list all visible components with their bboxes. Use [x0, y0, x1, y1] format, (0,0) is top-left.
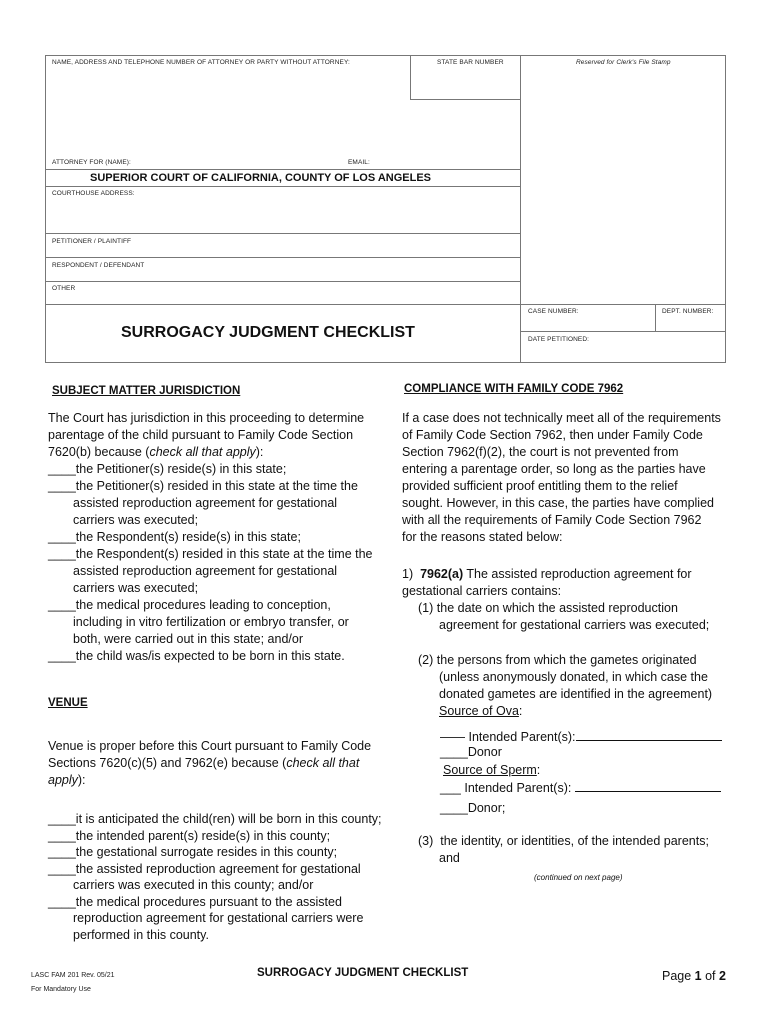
sub-item-2-line: (2) the persons from which the gametes originated — [418, 653, 697, 667]
jurisdiction-item-cont: assisted reproduction agreement for gestational — [73, 496, 338, 510]
mandatory-use: For Mandatory Use — [31, 986, 91, 993]
compliance-intro-line: entering a parentage order, so long as the parties have — [402, 462, 706, 476]
compliance-heading: COMPLIANCE WITH FAMILY CODE 7962 — [404, 383, 624, 395]
jurisdiction-intro-line: The Court has jurisdiction in this proceeding to determine — [48, 411, 365, 425]
sub-item-2-line: donated gametes are identified in the agreement) — [439, 687, 713, 701]
clerk-stamp-label: Reserved for Clerk's File Stamp — [576, 59, 671, 66]
venue-items — [48, 811, 398, 943]
compliance-intro — [402, 410, 747, 546]
venue-item-cont: carriers was executed in this county; and/or — [73, 878, 314, 892]
courthouse-address-label: COURTHOUSE ADDRESS: — [52, 190, 135, 197]
ova-donor-row: ____Donor — [440, 745, 502, 759]
case-number-label: CASE NUMBER: — [528, 308, 579, 315]
jurisdiction-item-cont: assisted reproduction agreement for gestational — [73, 564, 338, 578]
ova-intended-parent-row: —— Intended Parent(s): — [440, 729, 740, 746]
compliance-intro-line: provided sufficient proof entitling them to the relief — [402, 479, 678, 493]
sperm-options — [440, 780, 740, 817]
date-petitioned-label: DATE PETITIONED: — [528, 336, 590, 343]
compliance-intro-line: If a case does not technically meet all of the requirements — [402, 411, 721, 425]
venue-item: ____it is anticipated the child(ren) will be born in this county; — [48, 812, 382, 826]
sperm-intended-parent-row: ___ Intended Parent(s): — [440, 780, 740, 797]
jurisdiction-item-cont: carriers was executed; — [73, 581, 199, 595]
venue-item-cont: reproduction agreement for gestational carriers were — [73, 911, 364, 925]
page-number: Page 1 of 2 — [662, 969, 726, 983]
item-1 — [402, 566, 747, 600]
venue-intro-line: apply): — [48, 773, 86, 787]
respondent-label: RESPONDENT / DEFENDANT — [52, 262, 145, 269]
sub-item-1 — [418, 600, 748, 634]
compliance-intro-line: sought. However, in this case, the parties have complied — [402, 496, 714, 510]
sub-item-3-line: and — [439, 851, 460, 865]
compliance-intro-line: for the reasons stated below: — [402, 530, 563, 544]
sub-item-2-line: (unless anonymously donated, in which case the — [439, 670, 708, 684]
jurisdiction-intro-line: parentage of the child pursuant to Family Code Section — [48, 428, 354, 442]
jurisdiction-item: ____the medical procedures leading to conception, — [48, 598, 331, 612]
jurisdiction-item-cont: both, were carried out in this state; and/or — [73, 632, 303, 646]
sub-item-3 — [418, 833, 758, 867]
compliance-intro-line: Section 7962(f)(2), the court is not prevented from — [402, 445, 679, 459]
attorney-label: NAME, ADDRESS AND TELEPHONE NUMBER OF ATTORNEY OR PARTY WITHOUT ATTORNEY: — [52, 59, 350, 66]
dept-number-label: DEPT. NUMBER: — [662, 308, 714, 315]
court-name: SUPERIOR COURT OF CALIFORNIA, COUNTY OF LOS ANGELES — [90, 172, 432, 184]
jurisdiction-item: ____the Respondent(s) reside(s) in this state; — [48, 530, 301, 544]
compliance-intro-line: with all the requirements of Family Code Section 7962 — [402, 513, 702, 527]
jurisdiction-item: ____the child was/is expected to be born in this state. — [48, 649, 345, 663]
continued-note: (continued on next page) — [534, 873, 623, 882]
jurisdiction-item-cont: including in vitro fertilization or embryo transfer, or — [73, 615, 349, 629]
venue-item: ____the assisted reproduction agreement for gestational — [48, 861, 361, 876]
sperm-label: Source of Sperm: — [443, 763, 541, 777]
footer-title: SURROGACY JUDGMENT CHECKLIST — [257, 967, 469, 979]
ova-intended-parent-blank[interactable] — [576, 729, 722, 741]
sub-item-1-line: agreement for gestational carriers was executed; — [439, 618, 710, 632]
email-label: EMAIL: — [348, 159, 370, 166]
venue-item: ____the medical procedures pursuant to the assisted — [48, 894, 342, 909]
attorney-for-label: ATTORNEY FOR (NAME): — [52, 159, 131, 166]
jurisdiction-item: ____the Petitioner(s) resided in this state at the time the — [48, 479, 358, 493]
venue-intro — [48, 738, 393, 789]
venue-intro-line: Sections 7620(c)(5) and 7962(e) because (check all that — [48, 756, 360, 770]
venue-intro-line: Venue is proper before this Court pursuant to Family Code — [48, 739, 372, 753]
jurisdiction-item: ____the Respondent(s) resided in this state at the time the — [48, 547, 373, 561]
state-bar-label: STATE BAR NUMBER — [437, 59, 504, 66]
sperm-intended-parent-blank[interactable] — [575, 780, 721, 792]
venue-item: ____the gestational surrogate resides in this county; — [48, 845, 338, 859]
sub-item-1-line: (1) the date on which the assisted reproduction — [418, 601, 678, 615]
venue-item: ____the intended parent(s) reside(s) in this county; — [48, 828, 331, 843]
subject-matter-heading: SUBJECT MATTER JURISDICTION — [52, 385, 241, 397]
item-1-line: 1) 7962(a) The assisted reproduction agreement for — [402, 567, 692, 581]
jurisdiction-intro-line: 7620(b) because (check all that apply): — [48, 445, 264, 459]
form-id: LASC FAM 201 Rev. 05/21 — [31, 972, 115, 979]
sperm-donor-row: ____Donor; — [440, 801, 506, 815]
form-title: SURROGACY JUDGMENT CHECKLIST — [121, 324, 415, 341]
jurisdiction-item-cont: carriers was executed; — [73, 513, 199, 527]
item-1-line: gestational carriers contains: — [402, 584, 562, 598]
ova-options — [440, 729, 740, 761]
sub-item-2 — [418, 652, 748, 720]
jurisdiction-item: ____the Petitioner(s) reside(s) in this state; — [48, 462, 287, 476]
venue-heading: VENUE — [48, 697, 88, 709]
jurisdiction-section — [48, 410, 393, 665]
other-label: OTHER — [52, 285, 76, 292]
ova-label: Source of Ova: — [439, 704, 523, 718]
sub-item-3-line: (3) the identity, or identities, of the intended parents; — [418, 834, 709, 848]
petitioner-label: PETITIONER / PLAINTIFF — [52, 238, 132, 245]
compliance-intro-line: of Family Code Section 7962, then under Family Code — [402, 428, 703, 442]
venue-item-cont: performed in this county. — [73, 927, 209, 942]
